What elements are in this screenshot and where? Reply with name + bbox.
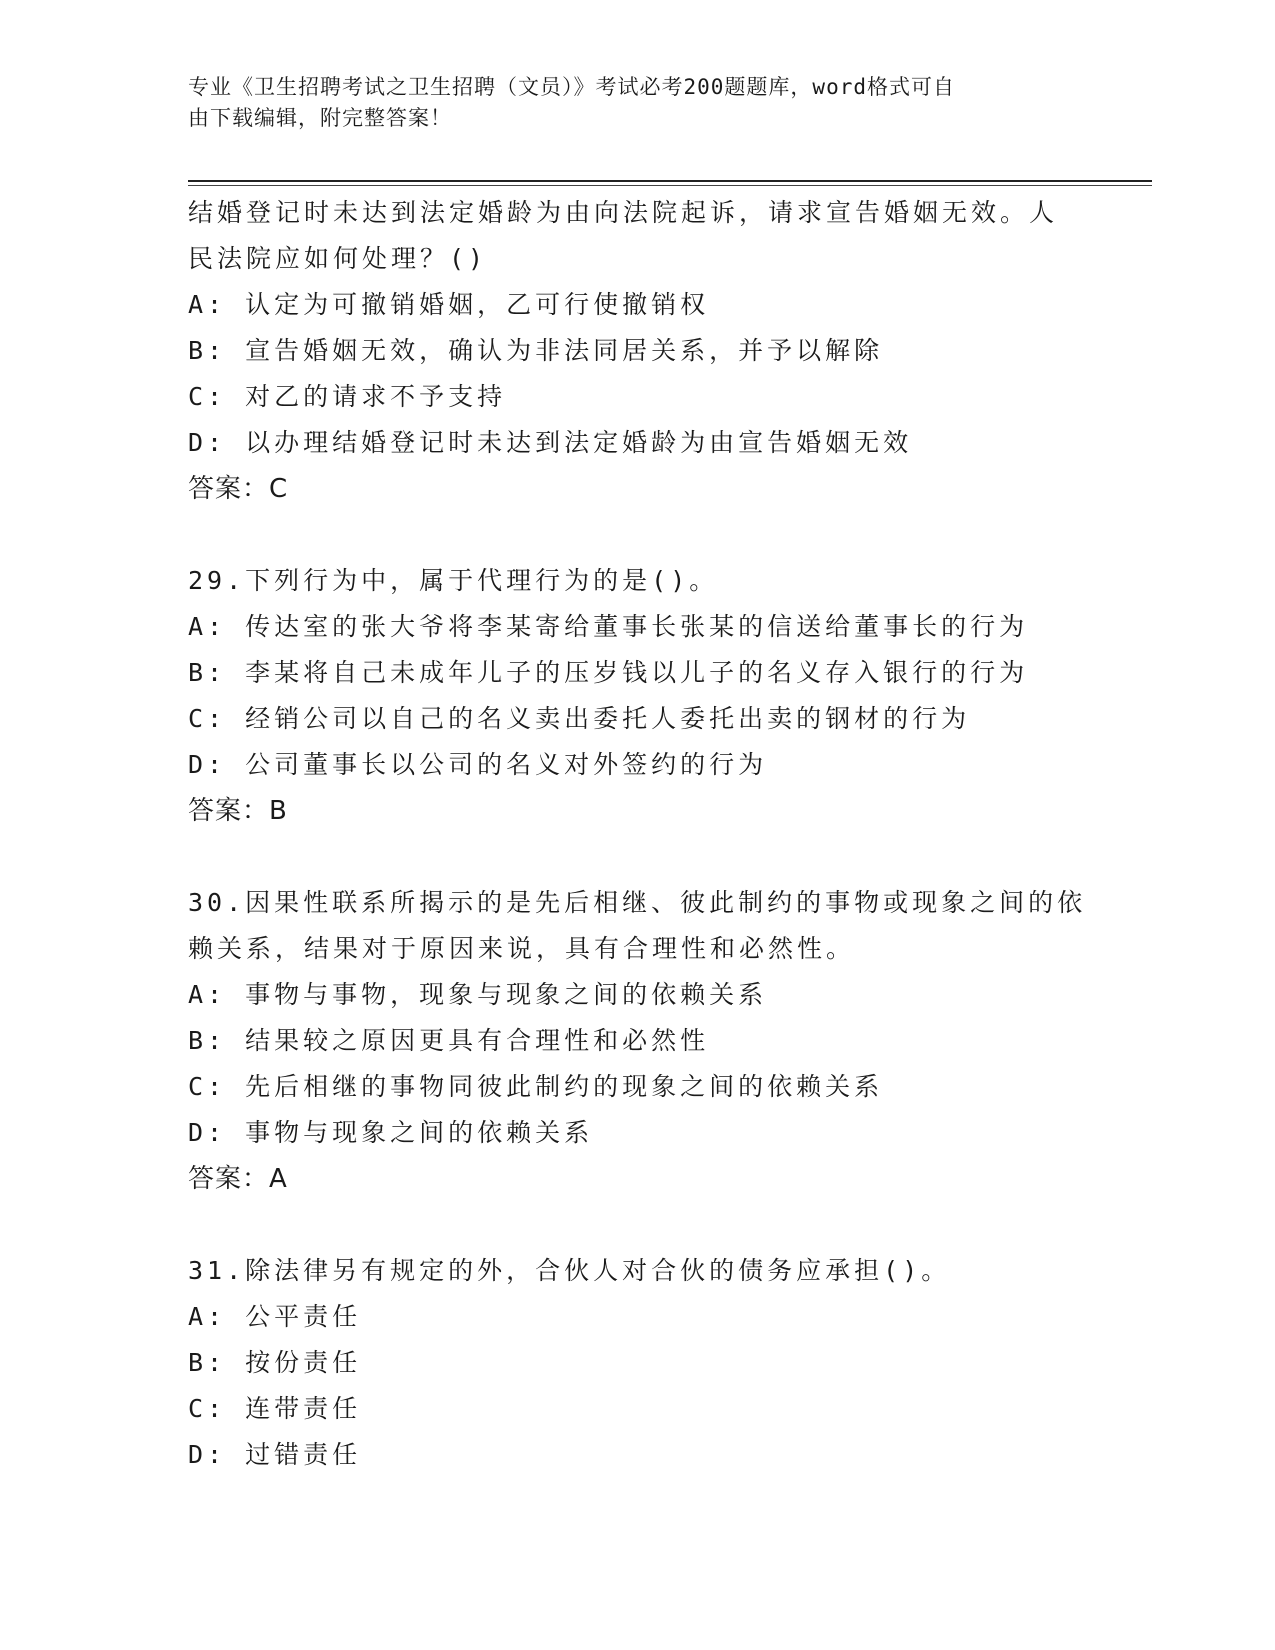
question-stem: 29.下列行为中，属于代理行为的是()。 <box>188 566 719 595</box>
option-c: C: 经销公司以自己的名义卖出委托人委托出卖的钢材的行为 <box>188 704 971 733</box>
option-a: A: 认定为可撤销婚姻，乙可行使撤销权 <box>188 290 710 319</box>
document-header <box>188 72 1068 134</box>
answer-line: 答案：B <box>188 796 288 826</box>
option-a: A: 传达室的张大爷将李某寄给董事长张某的信送给董事长的行为 <box>188 612 1029 641</box>
header-divider-thick <box>188 180 1152 182</box>
question-stem: 31.除法律另有规定的外，合伙人对合伙的债务应承担()。 <box>188 1256 951 1285</box>
question-31 <box>188 1248 1088 1478</box>
spacer <box>188 1202 1088 1248</box>
option-d: D: 公司董事长以公司的名义对外签约的行为 <box>188 750 768 779</box>
option-d: D: 过错责任 <box>188 1440 362 1469</box>
option-c: C: 先后相继的事物同彼此制约的现象之间的依赖关系 <box>188 1072 884 1101</box>
option-d: D: 事物与现象之间的依赖关系 <box>188 1118 594 1147</box>
header-divider-thin <box>188 185 1152 186</box>
option-a: A: 事物与事物，现象与现象之间的依赖关系 <box>188 980 768 1009</box>
spacer <box>188 834 1088 880</box>
option-c: C: 连带责任 <box>188 1394 362 1423</box>
question-stem: 30.因果性联系所揭示的是先后相继、彼此制约的事物或现象之间的依 <box>188 888 1087 917</box>
question-29 <box>188 558 1088 834</box>
header-line-2: 由下载编辑，附完整答案！ <box>188 106 452 130</box>
header-line-1: 专业《卫生招聘考试之卫生招聘（文员）》考试必考200题题库，word格式可自 <box>188 75 955 99</box>
question-30 <box>188 880 1088 1202</box>
option-d: D: 以办理结婚登记时未达到法定婚龄为由宣告婚姻无效 <box>188 428 913 457</box>
option-b: B: 按份责任 <box>188 1348 362 1377</box>
answer-line: 答案：C <box>188 474 289 504</box>
option-b: B: 结果较之原因更具有合理性和必然性 <box>188 1026 710 1055</box>
question-list <box>188 190 1088 1478</box>
answer-line: 答案：A <box>188 1164 288 1194</box>
question-stem: 赖关系，结果对于原因来说，具有合理性和必然性。 <box>188 934 856 963</box>
question-stem: 结婚登记时未达到法定婚龄为由向法院起诉，请求宣告婚姻无效。人 <box>188 198 1059 227</box>
question-28 <box>188 190 1088 512</box>
option-b: B: 李某将自己未成年儿子的压岁钱以儿子的名义存入银行的行为 <box>188 658 1029 687</box>
option-b: B: 宣告婚姻无效，确认为非法同居关系，并予以解除 <box>188 336 884 365</box>
question-stem: 民法院应如何处理？() <box>188 244 488 273</box>
spacer <box>188 512 1088 558</box>
option-a: A: 公平责任 <box>188 1302 362 1331</box>
option-c: C: 对乙的请求不予支持 <box>188 382 507 411</box>
